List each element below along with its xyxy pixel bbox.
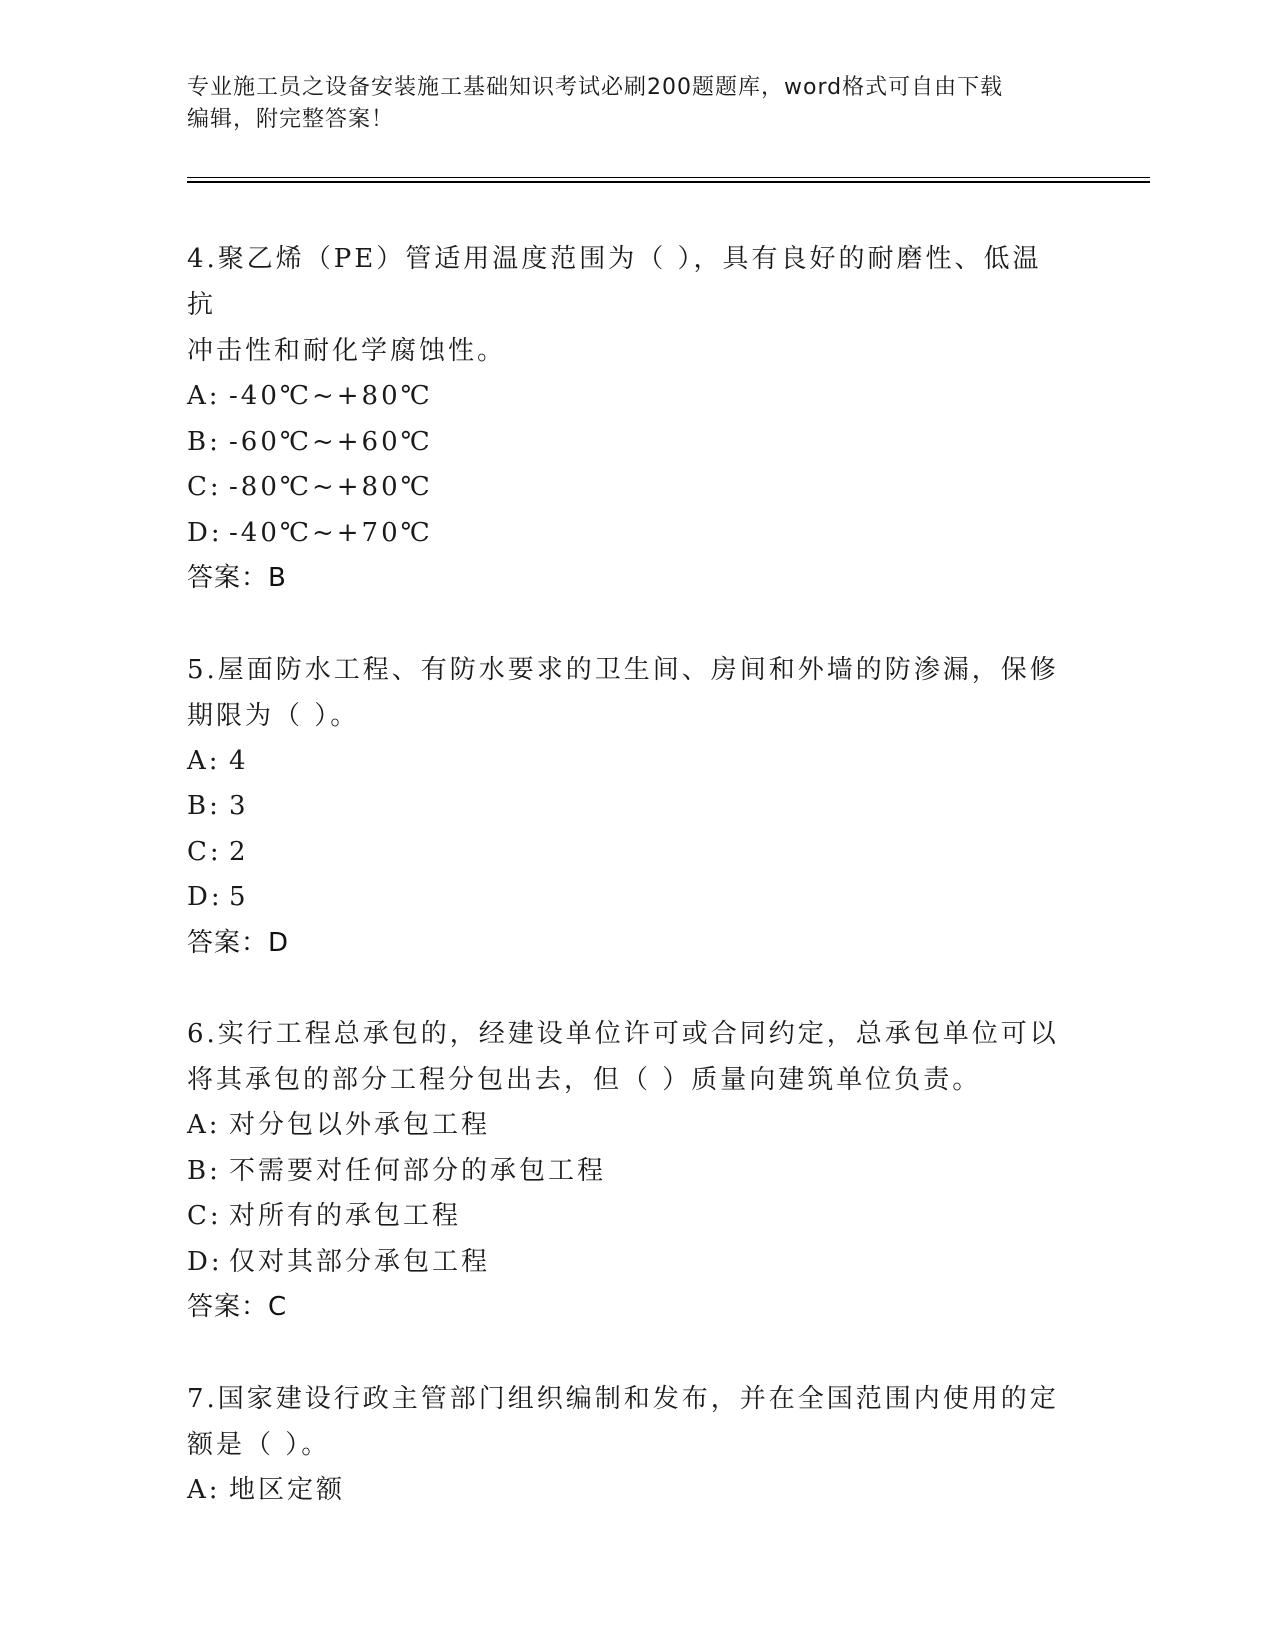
question-7-option-a [187,1468,1087,1514]
option-value: -40℃~+70℃ [229,517,433,548]
question-6-text-line-2: 将其承包的部分工程分包出去，但（ ）质量向建筑单位负责。 [187,1065,982,1095]
option-value: 4 [229,745,249,776]
option-key: B: [187,1155,221,1186]
question-6-text-line-1: 6.实行工程总承包的，经建设单位许可或合同约定，总承包单位可以 [187,1019,1059,1049]
question-5-option-b [187,784,1087,830]
option-key: C: [187,1201,222,1231]
question-7-text-line-1: 7.国家建设行政主管部门组织编制和发布，并在全国范围内使用的定 [187,1383,1059,1414]
option-key: A: [187,381,221,411]
question-6-answer: 答案：C [187,1292,288,1322]
question-7-text-line-2: 额是（ ）。 [187,1429,331,1460]
option-value: 对分包以外承包工程 [229,1110,491,1140]
option-key: D: [187,882,223,912]
option-key: D: [187,517,223,548]
option-value: 仅对其部分承包工程 [229,1246,491,1277]
question-5-option-d [187,875,1087,921]
question-5-text-line-1: 5.屋面防水工程、有防水要求的卫生间、房间和外墙的防渗漏，保修 [187,654,1059,685]
question-5-text [187,647,1067,739]
question-4-text [187,236,1067,374]
question-7-text [187,1376,1067,1468]
option-value: 对所有的承包工程 [229,1201,462,1231]
question-6-option-a [187,1103,1087,1149]
option-key: C: [187,836,222,867]
option-value: 5 [229,882,249,912]
question-6-option-b [187,1149,1087,1195]
header-line-1: 专业施工员之设备安装施工基础知识考试必刷200题题库，word格式可自由下载 [187,75,1004,100]
question-4-option-b [187,420,1087,466]
option-key: A: [187,745,221,776]
option-key: C: [187,472,222,502]
question-4-text-line-2: 冲击性和耐化学腐蚀性。 [187,336,507,366]
question-5-text-line-2: 期限为（ ）。 [187,700,360,731]
question-4-option-d [187,511,1087,557]
question-5-option-a [187,739,1087,785]
option-key: A: [187,1110,221,1140]
header-divider-top [187,177,1150,178]
question-6 [187,1011,1087,1331]
option-value: 不需要对任何部分的承包工程 [229,1155,607,1186]
question-4-text-line-1: 4.聚乙烯（PE）管适用温度范围为（ ），具有良好的耐磨性、低温抗 [187,244,1042,320]
option-value: 3 [229,791,249,821]
question-6-option-c [187,1194,1087,1240]
question-7 [187,1376,1087,1514]
question-4-option-a [187,374,1087,420]
option-value: 地区定额 [229,1474,346,1505]
question-4-option-c [187,465,1087,511]
question-4-answer: 答案：B [187,563,287,593]
option-key: B: [187,426,221,457]
option-key: B: [187,791,221,821]
option-key: A: [187,1474,221,1505]
header-line-2: 编辑，附完整答案！ [187,107,395,132]
header-divider-bottom [187,181,1150,183]
question-5 [187,647,1087,967]
question-5-option-c [187,830,1087,876]
option-value: -80℃~+80℃ [229,472,433,502]
question-list [187,236,1087,1558]
document-header [187,72,1067,136]
question-5-answer: 答案：D [187,927,290,958]
option-value: -60℃~+60℃ [229,426,433,457]
option-key: D: [187,1246,223,1277]
option-value: 2 [229,836,249,867]
question-6-option-d [187,1240,1087,1286]
option-value: -40℃~+80℃ [229,381,433,411]
question-6-text [187,1011,1067,1103]
question-4 [187,236,1087,602]
